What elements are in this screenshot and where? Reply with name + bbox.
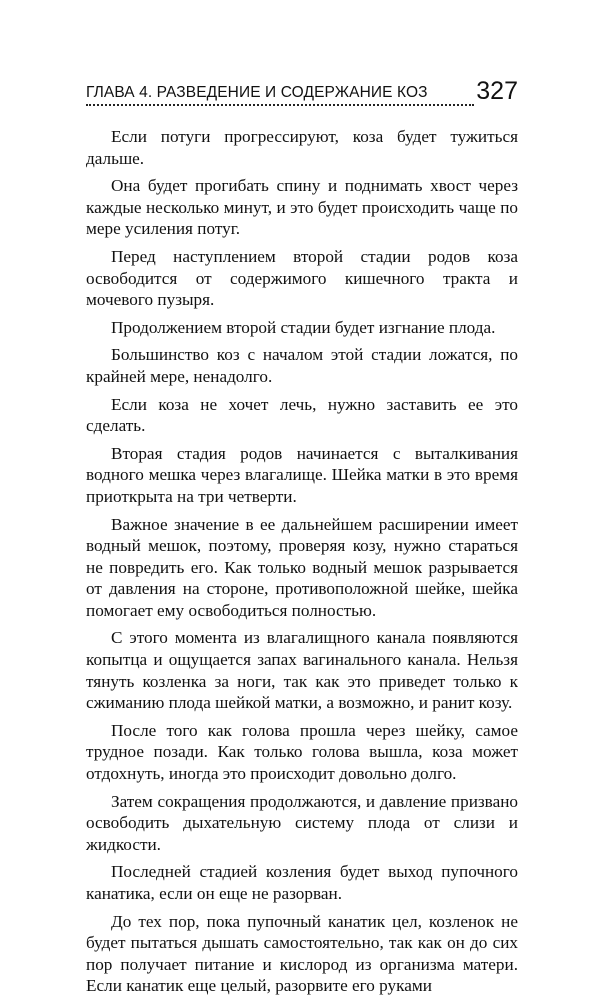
header-divider — [86, 104, 474, 106]
paragraph-7: Вторая стадия родов начинается с выталкивания водного мешка через влагалище. Шейка матки в это время приоткрыта на три четверти. — [86, 443, 518, 506]
paragraph-4: Продолжением второй стадии будет изгнание плода. — [111, 317, 496, 337]
paragraph-8: Важное значение в ее дальнейшем расширении имеет водный мешок, поэтому, проверяя козу, нужно стараться не повредить его. Как только водный мешок разрывается от давления на стороне, противоположной шейке, шейка помогает ему освободиться полностью. — [86, 514, 518, 620]
paragraph-2: Она будет прогибать спину и поднимать хвост через каждые несколько минут, и это будет происходить чаще по мере усиления потуг. — [86, 176, 518, 239]
body-text — [86, 126, 518, 1003]
paragraph-9: С этого момента из влагалищного канала появляются копытца и ощущается запах вагинального канала. Нельзя тянуть козленка за ноги, так как это приведет только к сжиманию плода шейкой матки, а возможно, и ранит козу. — [86, 628, 518, 713]
paragraph-10: После того как голова прошла через шейку, самое трудное позади. Как только голова вышла, коза может отдохнуть, иногда это происходит довольно долго. — [86, 720, 518, 784]
paragraph-3: Перед наступлением второй стадии родов коза освободится от содержимого кишечного тракта и мочевого пузыря. — [86, 246, 518, 310]
paragraph-6: Если коза не хочет лечь, нужно заставить ее это сделать. — [86, 394, 518, 436]
paragraph-5: Большинство коз с началом этой стадии ложатся, по крайней мере, ненадолго. — [86, 345, 518, 386]
paragraph-12: Последней стадией козления будет выход пупочного канатика, если он еще не разорван. — [86, 862, 518, 903]
page-number: 327 — [476, 77, 518, 105]
paragraph-11: Затем сокращения продолжаются, и давление призвано освободить дыхательную систему плода от слизи и жидкости. — [86, 791, 518, 854]
paragraph-13: До тех пор, пока пупочный канатик цел, козленок не будет пытаться дышать самостоятельно, так как он до сих пор получает питание и кислород из организма матери. Если канатик еще целый, разорвите его руками — [86, 911, 518, 996]
chapter-title: ГЛАВА 4. РАЗВЕДЕНИЕ И СОДЕРЖАНИЕ КОЗ — [86, 84, 428, 101]
paragraph-1: Если потуги прогрессируют, коза будет тужиться дальше. — [86, 127, 518, 168]
